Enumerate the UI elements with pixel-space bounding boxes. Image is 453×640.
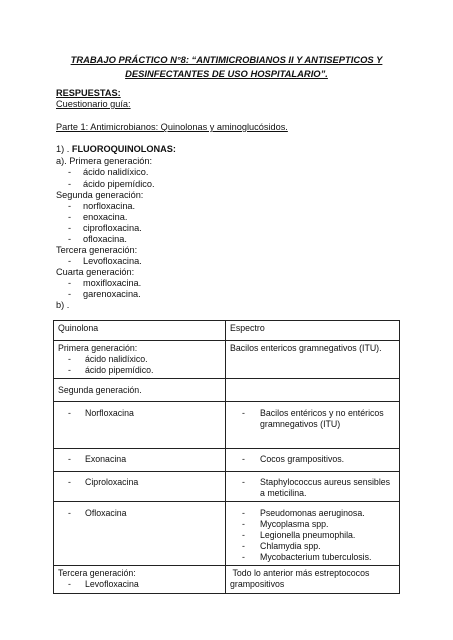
- cell-ofloxacina: [54, 502, 226, 566]
- list-item: - Legionella pneumophila.: [230, 530, 395, 541]
- gen3-label: Tercera generación:: [56, 245, 138, 255]
- table-row: [54, 449, 400, 472]
- gen2-item: enoxacina.: [83, 212, 128, 222]
- bullet-dash: -: [68, 223, 72, 233]
- list-item: - Mycobacterium tuberculosis.: [230, 552, 395, 563]
- b-label: b) .: [56, 300, 70, 310]
- table-row: [54, 472, 400, 502]
- gen4-label: Cuarta generación:: [56, 267, 135, 277]
- gen2-label: Segunda generación:: [56, 190, 144, 200]
- list-item: - Norfloxacina: [58, 408, 221, 419]
- table-row: [54, 379, 400, 402]
- cell-spectrum: [226, 472, 400, 502]
- list-item: - Bacilos entéricos y no entéricos gramnegativos (ITU): [230, 408, 395, 430]
- header-espectro: Espectro: [226, 321, 400, 341]
- cell-spectrum: [226, 502, 400, 566]
- bullet-dash: -: [68, 256, 72, 266]
- q1-number: 1) .: [56, 144, 72, 154]
- document-title: [40, 53, 413, 81]
- row-primera-generacion: [54, 341, 226, 379]
- bullet-dash: -: [68, 179, 72, 189]
- cell-label: Tercera generación:: [58, 568, 136, 578]
- respuestas-heading: RESPUESTAS:: [56, 88, 121, 98]
- quinolona-table: [53, 320, 400, 594]
- cell-norfloxacina: [54, 402, 226, 449]
- gen2-item: ofloxacina.: [83, 234, 127, 244]
- cell-spectrum: Todo lo anterior más estreptococos grampositivos: [226, 566, 400, 594]
- table-row: [54, 341, 400, 379]
- list-item: - Levofloxacina: [58, 579, 221, 590]
- bullet-dash: -: [68, 167, 72, 177]
- q1-title: FLUOROQUINOLONAS:: [71, 144, 176, 154]
- question-1: [56, 144, 176, 155]
- table-row: [54, 566, 400, 594]
- header-quinolona: Quinolona: [54, 321, 226, 341]
- list-item: - ácido pipemídico.: [58, 365, 221, 376]
- bullet-dash: -: [68, 234, 72, 244]
- gen4-item: garenoxacina.: [83, 289, 141, 299]
- list-item: - Ciproloxacina: [58, 477, 221, 488]
- gen3-item: Levofloxacina.: [83, 256, 142, 266]
- bullet-dash: -: [68, 289, 72, 299]
- cell-spectrum: [226, 449, 400, 472]
- bullet-dash: -: [68, 212, 72, 222]
- parte1-heading: Parte 1: Antimicrobianos: Quinolonas y aminoglucósidos.: [56, 122, 288, 132]
- gen1-item: ácido pipemídico.: [83, 179, 155, 189]
- list-item: - Ofloxacina: [58, 508, 221, 519]
- gen2-item: norfloxacina.: [83, 201, 136, 211]
- bullet-dash: -: [68, 278, 72, 288]
- cell-exonacina: [54, 449, 226, 472]
- bullet-dash: -: [68, 201, 72, 211]
- row-segunda-generacion: Segunda generación.: [54, 379, 226, 402]
- gen1-item: ácido nalidíxico.: [83, 167, 149, 177]
- cell-empty: [226, 379, 400, 402]
- title-line-2: DESINFECTANTES DE USO HOSPITALARIO”.: [125, 68, 328, 79]
- list-item: - Pseudomonas aeruginosa.: [230, 508, 395, 519]
- list-item: - Exonacina: [58, 454, 221, 465]
- cell-label: Primera generación:: [58, 343, 138, 353]
- table-row: [54, 502, 400, 566]
- list-item: - Mycoplasma spp.: [230, 519, 395, 530]
- cell-ciproloxacina: [54, 472, 226, 502]
- list-item: - Cocos grampositivos.: [230, 454, 395, 465]
- cell-spectrum: [226, 402, 400, 449]
- list-item: - Staphylococcus aureus sensibles a meticilina.: [230, 477, 395, 499]
- table-row: [54, 402, 400, 449]
- list-item: - ácido nalidíxico.: [58, 354, 221, 365]
- table-header-row: [54, 321, 400, 341]
- cell-spectrum: Bacilos entericos gramnegativos (ITU).: [226, 341, 400, 379]
- gen4-item: moxifloxacina.: [83, 278, 142, 288]
- a-label: a). Primera generación:: [56, 156, 153, 166]
- gen2-item: ciprofloxacina.: [83, 223, 142, 233]
- list-item: - Chlamydia spp.: [230, 541, 395, 552]
- title-line-1: TRABAJO PRÁCTICO N°8: “ANTIMICROBIANOS II Y ANTISEPTICOS Y: [70, 54, 383, 65]
- row-tercera-generacion: [54, 566, 226, 594]
- cuestionario-heading: Cuestionario guía:: [56, 99, 131, 109]
